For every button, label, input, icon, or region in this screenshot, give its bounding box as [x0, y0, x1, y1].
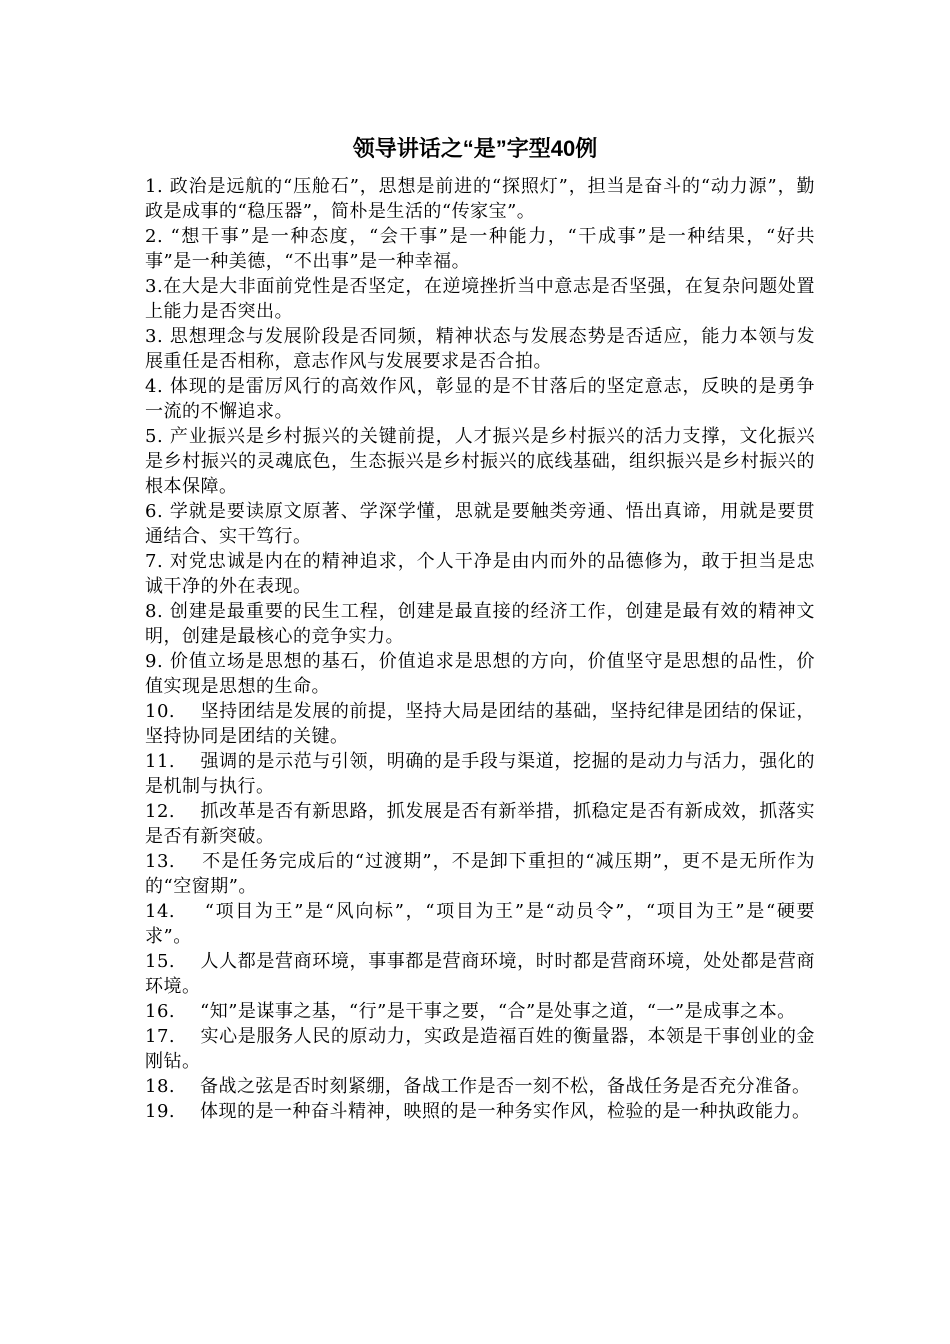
- paragraph: 5. 产业振兴是乡村振兴的关键前提，人才振兴是乡村振兴的活力支撑，文化振兴是乡村振兴的灵魂底色，生态振兴是乡村振兴的底线基础，组织振兴是乡村振兴的根本保障。: [145, 426, 815, 497]
- paragraph: 4. 体现的是雷厉风行的高效作风，彰显的是不甘落后的坚定意志，反映的是勇争一流的不懈追求。: [145, 376, 815, 422]
- paragraph: 3. 思想理念与发展阶段是否同频，精神状态与发展态势是否适应，能力本领与发展重任是否相称，意志作风与发展要求是否合拍。: [145, 326, 815, 372]
- paragraph: 18. 备战之弦是否时刻紧绷，备战工作是否一刻不松，备战任务是否充分准备。: [145, 1076, 811, 1097]
- paragraph: 17. 实心是服务人民的原动力，实政是造福百姓的衡量器，本领是干事创业的金刚钻。: [145, 1026, 815, 1072]
- paragraph: 15. 人人都是营商环境，事事都是营商环境，时时都是营商环境，处处都是营商环境。: [145, 951, 815, 997]
- paragraph: 7. 对党忠诚是内在的精神追求，个人干净是由内而外的品德修为，敢于担当是忠诚干净的外在表现。: [145, 551, 815, 597]
- paragraph: 11. 强调的是示范与引领，明确的是手段与渠道，挖掘的是动力与活力，强化的是机制与执行。: [145, 751, 815, 797]
- paragraph: 2. “想干事”是一种态度，“会干事”是一种能力，“干成事”是一种结果，“好共事”是一种美德，“不出事”是一种幸福。: [145, 226, 815, 272]
- paragraph: 12. 抓改革是否有新思路，抓发展是否有新举措，抓稳定是否有新成效，抓落实是否有新突破。: [145, 801, 815, 847]
- paragraph: 13. 不是任务完成后的“过渡期”，不是卸下重担的“减压期”，更不是无所作为的“空窗期”。: [145, 851, 815, 897]
- paragraph: 16. “知”是谋事之基，“行”是干事之要，“合”是处事之道，“一”是成事之本。: [145, 1001, 796, 1022]
- paragraph: 3.在大是大非面前党性是否坚定，在逆境挫折当中意志是否坚强，在复杂问题处置上能力是否突出。: [145, 276, 815, 322]
- paragraph: 6. 学就是要读原文原著、学深学懂，思就是要触类旁通、悟出真谛，用就是要贯通结合、实干笃行。: [145, 501, 815, 547]
- document-body: [145, 174, 815, 1124]
- paragraph: 19. 体现的是一种奋斗精神，映照的是一种务实作风，检验的是一种执政能力。: [145, 1101, 811, 1122]
- paragraph: 8. 创建是最重要的民生工程，创建是最直接的经济工作，创建是最有效的精神文明，创建是最核心的竞争实力。: [145, 601, 815, 647]
- paragraph: 1. 政治是远航的“压舱石”，思想是前进的“探照灯”，担当是奋斗的“动力源”，勤政是成事的“稳压器”，简朴是生活的“传家宝”。: [145, 176, 815, 222]
- document-title: 领导讲话之“是”字型40例: [352, 136, 598, 161]
- paragraph: 10. 坚持团结是发展的前提，坚持大局是团结的基础，坚持纪律是团结的保证，坚持协同是团结的关键。: [145, 701, 815, 747]
- paragraph: 9. 价值立场是思想的基石，价值追求是思想的方向，价值坚守是思想的品性，价值实现是思想的生命。: [145, 651, 815, 697]
- paragraph: 14. “项目为王”是“风向标”，“项目为王”是“动员令”，“项目为王”是“硬要求”。: [145, 901, 815, 947]
